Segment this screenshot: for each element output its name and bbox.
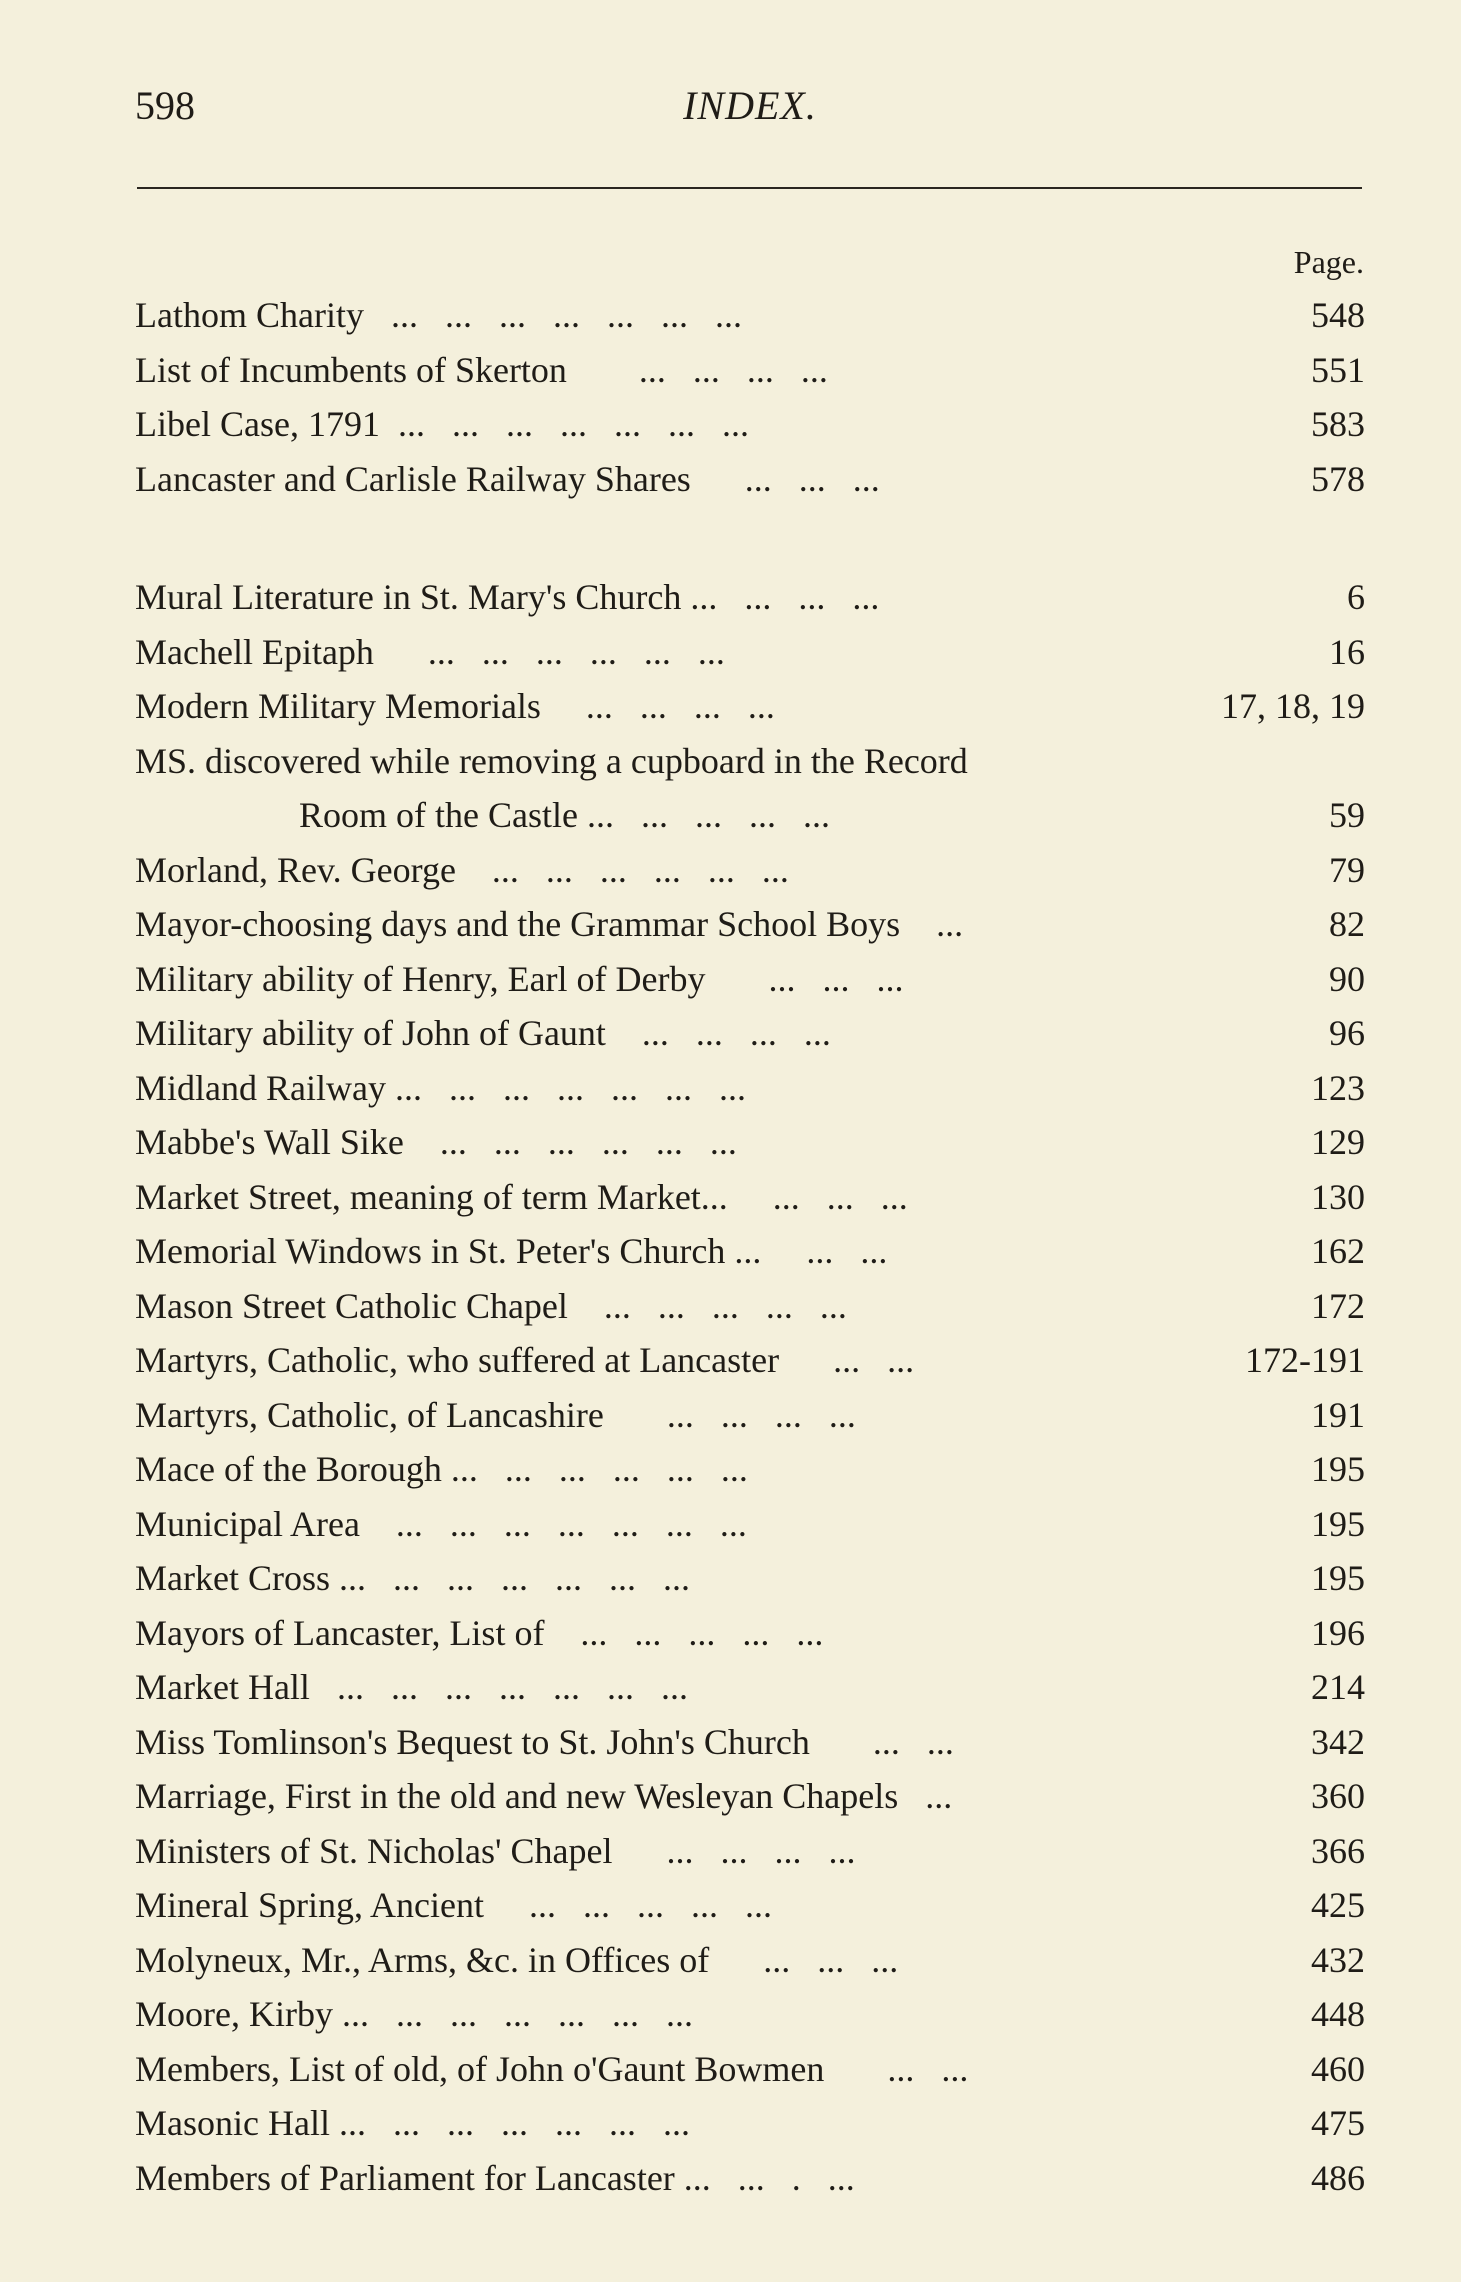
entry-text: Military ability of John of Gaunt ... ... ... ... (135, 1013, 831, 1053)
index-entry (135, 1769, 1365, 1824)
entry-text: Mason Street Catholic Chapel ... ... ... ... ... (135, 1285, 847, 1326)
index-entry (135, 1933, 1365, 1988)
entry-page: 6 (1347, 577, 1365, 617)
index-entry (135, 1279, 1365, 1334)
entry-page: 196 (1311, 1612, 1365, 1653)
entry-text: Midland Railway ... ... ... ... ... ... ... (135, 1067, 746, 1108)
entry-text: Libel Case, 1791 ... ... ... ... ... ... ... (135, 404, 749, 444)
entry-page: 172-191 (1245, 1340, 1365, 1380)
index-list (135, 288, 1365, 2205)
entry-page: 172 (1311, 1285, 1365, 1326)
entry-text: Market Street, meaning of term Market... ... ... ... (135, 1176, 908, 1217)
entry-text: Moore, Kirby ... ... ... ... ... ... ... (135, 1994, 693, 2034)
entry-text: Modern Military Memorials ... ... ... ... (135, 686, 775, 726)
index-entry (135, 1170, 1365, 1225)
index-entry (135, 288, 1365, 343)
entry-text: Morland, Rev. George ... ... ... ... ... ... (135, 849, 789, 890)
entry-page: 583 (1311, 404, 1365, 444)
index-entry (135, 1715, 1365, 1770)
index-entry (135, 397, 1365, 452)
entry-page: 425 (1311, 1885, 1365, 1925)
entry-page: 432 (1311, 1939, 1365, 1980)
entry-text: Room of the Castle ... ... ... ... ... (299, 795, 830, 835)
entry-page: 191 (1311, 1394, 1365, 1435)
entry-page: 17, 18, 19 (1221, 686, 1365, 726)
entry-text: Mural Literature in St. Mary's Church ... ... ... ... (135, 577, 880, 617)
entry-text: Miss Tomlinson's Bequest to St. John's Church ... ... (135, 1721, 954, 1762)
entry-page: 123 (1311, 1067, 1365, 1108)
index-entry (135, 625, 1365, 680)
index-entry (135, 843, 1365, 898)
index-entry (135, 1061, 1365, 1116)
entry-text: MS. discovered while removing a cupboard in the Record (135, 740, 968, 781)
entry-text: Molyneux, Mr., Arms, &c. in Offices of ... ... ... (135, 1939, 899, 1980)
index-entry (135, 1442, 1365, 1497)
entry-page: 162 (1311, 1231, 1365, 1271)
entry-text: Mayors of Lancaster, List of ... ... ... ... ... (135, 1612, 824, 1653)
page-column-label: Page. (1293, 244, 1364, 280)
index-group (135, 288, 1365, 506)
entry-page: 475 (1311, 2103, 1365, 2143)
entry-text: List of Incumbents of Skerton ... ... ... ... (135, 349, 828, 390)
index-entry (135, 1388, 1365, 1443)
index-entry (135, 1660, 1365, 1715)
header-rule (137, 187, 1362, 189)
page-header (135, 82, 1365, 142)
index-entry (135, 2042, 1365, 2097)
entry-text: Memorial Windows in St. Peter's Church ... ... ... (135, 1231, 888, 1271)
entry-page: 90 (1329, 958, 1365, 999)
entry-text: Military ability of Henry, Earl of Derby ... ... ... (135, 958, 904, 999)
entry-text: Ministers of St. Nicholas' Chapel ... ... ... ... (135, 1830, 856, 1871)
index-group (135, 570, 1365, 2205)
entry-text: Mayor-choosing days and the Grammar School Boys ... (135, 904, 964, 944)
index-entry (135, 343, 1365, 398)
entry-text: Lathom Charity ... ... ... ... ... ... ... (135, 295, 742, 335)
entry-page: 129 (1311, 1122, 1365, 1162)
page-number: 598 (135, 83, 195, 128)
entry-text: Market Hall ... ... ... ... ... ... ... (135, 1667, 688, 1707)
entry-text: Lancaster and Carlisle Railway Shares ... ... ... (135, 458, 880, 499)
entry-page: 195 (1311, 1449, 1365, 1489)
index-entry (135, 1987, 1365, 2042)
entry-text: Mabbe's Wall Sike ... ... ... ... ... ... (135, 1122, 737, 1162)
entry-text: Masonic Hall ... ... ... ... ... ... ... (135, 2103, 690, 2143)
index-entry (135, 1006, 1365, 1061)
index-entry (135, 452, 1365, 507)
index-entry (135, 1824, 1365, 1879)
entry-text: Members, List of old, of John o'Gaunt Bowmen ... ... (135, 2048, 969, 2089)
index-entry (135, 1497, 1365, 1552)
entry-page: 195 (1311, 1558, 1365, 1598)
entry-text: Martyrs, Catholic, of Lancashire ... ... ... ... (135, 1394, 856, 1435)
entry-page: 366 (1311, 1830, 1365, 1871)
index-entry (135, 2096, 1365, 2151)
index-entry (135, 788, 1365, 843)
index-entry (135, 1333, 1365, 1388)
entry-page: 342 (1311, 1721, 1365, 1762)
index-entry (135, 1606, 1365, 1661)
entry-page: 16 (1329, 631, 1365, 672)
entry-page: 551 (1311, 349, 1365, 390)
entry-text: Martyrs, Catholic, who suffered at Lancaster ... ... (135, 1340, 915, 1380)
entry-text: Municipal Area ... ... ... ... ... ... ... (135, 1503, 747, 1544)
entry-page: 195 (1311, 1503, 1365, 1544)
entry-page: 486 (1311, 2157, 1365, 2198)
index-entry (135, 1878, 1365, 1933)
index-entry (135, 570, 1365, 625)
entry-text: Marriage, First in the old and new Wesleyan Chapels ... (135, 1776, 953, 1816)
index-entry (135, 1115, 1365, 1170)
entry-page: 214 (1311, 1667, 1365, 1707)
running-title: INDEX. (683, 83, 817, 128)
entry-page: 360 (1311, 1776, 1365, 1816)
entry-page: 59 (1329, 795, 1365, 835)
entry-page: 130 (1311, 1176, 1365, 1217)
index-entry (135, 897, 1365, 952)
entry-text: Mace of the Borough ... ... ... ... ... ... (135, 1449, 748, 1489)
index-entry (135, 1551, 1365, 1606)
entry-text: Machell Epitaph ... ... ... ... ... ... (135, 631, 725, 672)
entry-page: 460 (1311, 2048, 1365, 2089)
entry-text: Market Cross ... ... ... ... ... ... ... (135, 1558, 690, 1598)
index-entry (135, 679, 1365, 734)
entry-page: 96 (1329, 1013, 1365, 1053)
entry-page: 448 (1311, 1994, 1365, 2034)
entry-page: 82 (1329, 904, 1365, 944)
entry-text: Members of Parliament for Lancaster ... ... . ... (135, 2157, 855, 2198)
index-entry (135, 2151, 1365, 2206)
entry-text: Mineral Spring, Ancient ... ... ... ... ... (135, 1885, 772, 1925)
entry-page: 548 (1311, 295, 1365, 335)
index-entry (135, 734, 1365, 789)
entry-page: 578 (1311, 458, 1365, 499)
entry-page: 79 (1329, 849, 1365, 890)
index-entry (135, 952, 1365, 1007)
index-entry (135, 1224, 1365, 1279)
